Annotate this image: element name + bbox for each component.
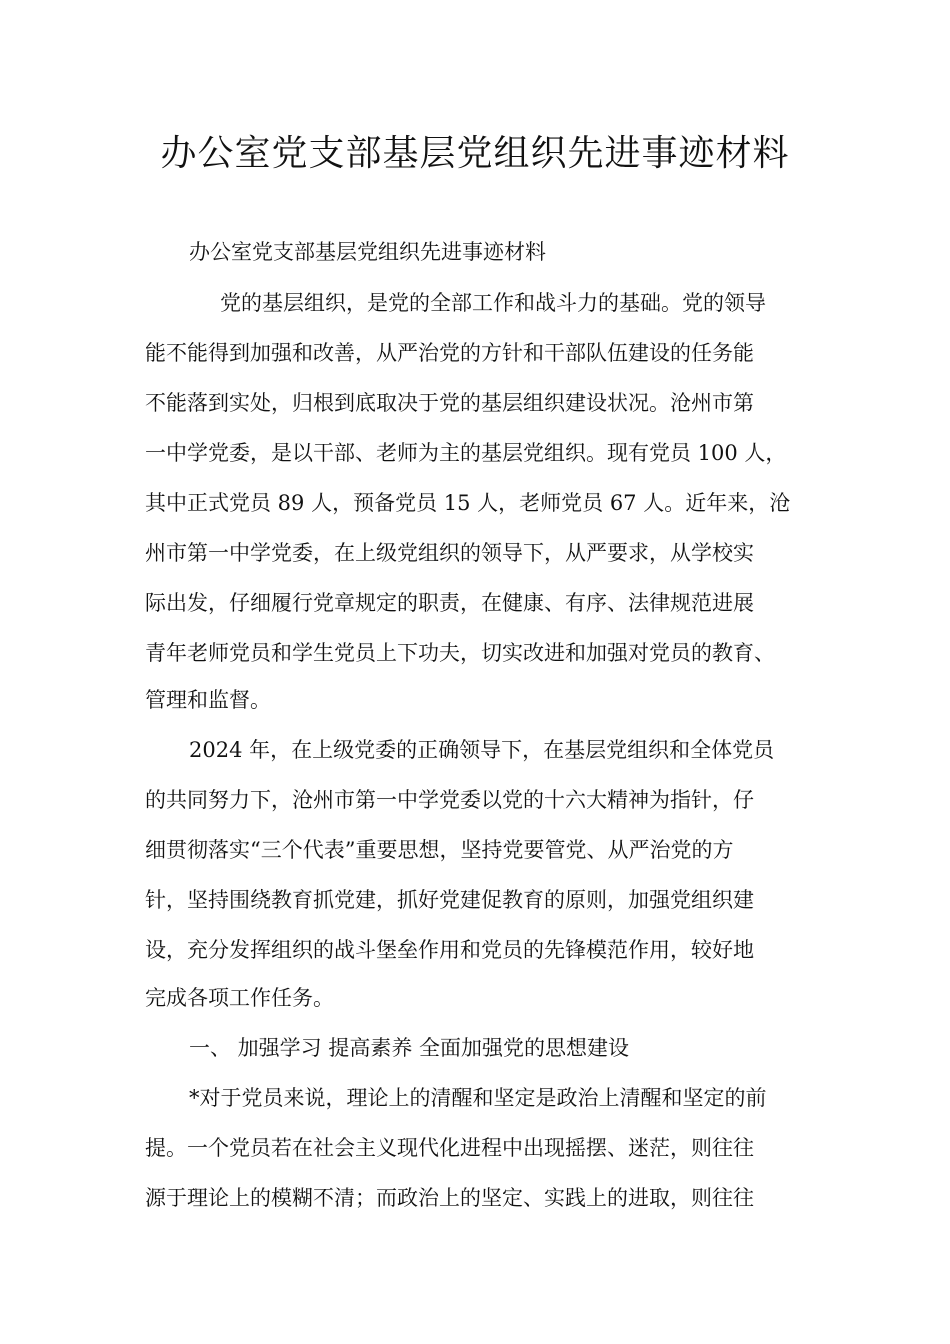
paragraph2-line: 针，坚持围绕教育抓党建，抓好党建促教育的原则，加强党组织建 [145,888,754,912]
document-title: 办公室党支部基层党组织先进事迹材料 [160,133,790,174]
section-heading: 一、 加强学习 提高素养 全面加强党的思想建设 [189,1036,630,1060]
paragraph3-line: 源于理论上的模糊不清；而政治上的坚定、实践上的进取，则往往 [145,1186,754,1210]
paragraph2-line: 2024 年，在上级党委的正确领导下，在基层党组织和全体党员 [189,738,775,762]
subtitle-line: 办公室党支部基层党组织先进事迹材料 [189,240,546,264]
paragraph1-line: 一中学党委，是以干部、老师为主的基层党组织。现有党员 100 人， [145,441,787,465]
paragraph2-line: 细贯彻落实“三个代表”重要思想，坚持党要管党、从严治党的方 [145,838,734,862]
paragraph1-line: 党的基层组织，是党的全部工作和战斗力的基础。党的领导 [220,291,766,315]
paragraph2-line: 的共同努力下，沧州市第一中学党委以党的十六大精神为指针，仔 [145,788,754,812]
paragraph1-line: 能不能得到加强和改善，从严治党的方针和干部队伍建设的任务能 [145,341,754,365]
paragraph3-line: *对于党员来说，理论上的清醒和坚定是政治上清醒和坚定的前 [189,1086,767,1110]
paragraph1-line: 其中正式党员 89 人，预备党员 15 人，老师党员 67 人。近年来，沧 [145,491,791,515]
paragraph1-line: 不能落到实处，归根到底取决于党的基层组织建设状况。沧州市第 [145,391,754,415]
paragraph3-line: 提。一个党员若在社会主义现代化进程中出现摇摆、迷茫，则往往 [145,1136,754,1160]
paragraph1-line: 州市第一中学党委，在上级党组织的领导下，从严要求，从学校实 [145,541,754,565]
paragraph1-line: 管理和监督。 [145,688,271,712]
paragraph2-line: 完成各项工作任务。 [145,986,334,1010]
paragraph1-line: 青年老师党员和学生党员上下功夫，切实改进和加强对党员的教育、 [145,641,775,665]
paragraph2-line: 设，充分发挥组织的战斗堡垒作用和党员的先锋模范作用，较好地 [145,938,754,962]
paragraph1-line: 际出发，仔细履行党章规定的职责，在健康、有序、法律规范进展 [145,591,754,615]
